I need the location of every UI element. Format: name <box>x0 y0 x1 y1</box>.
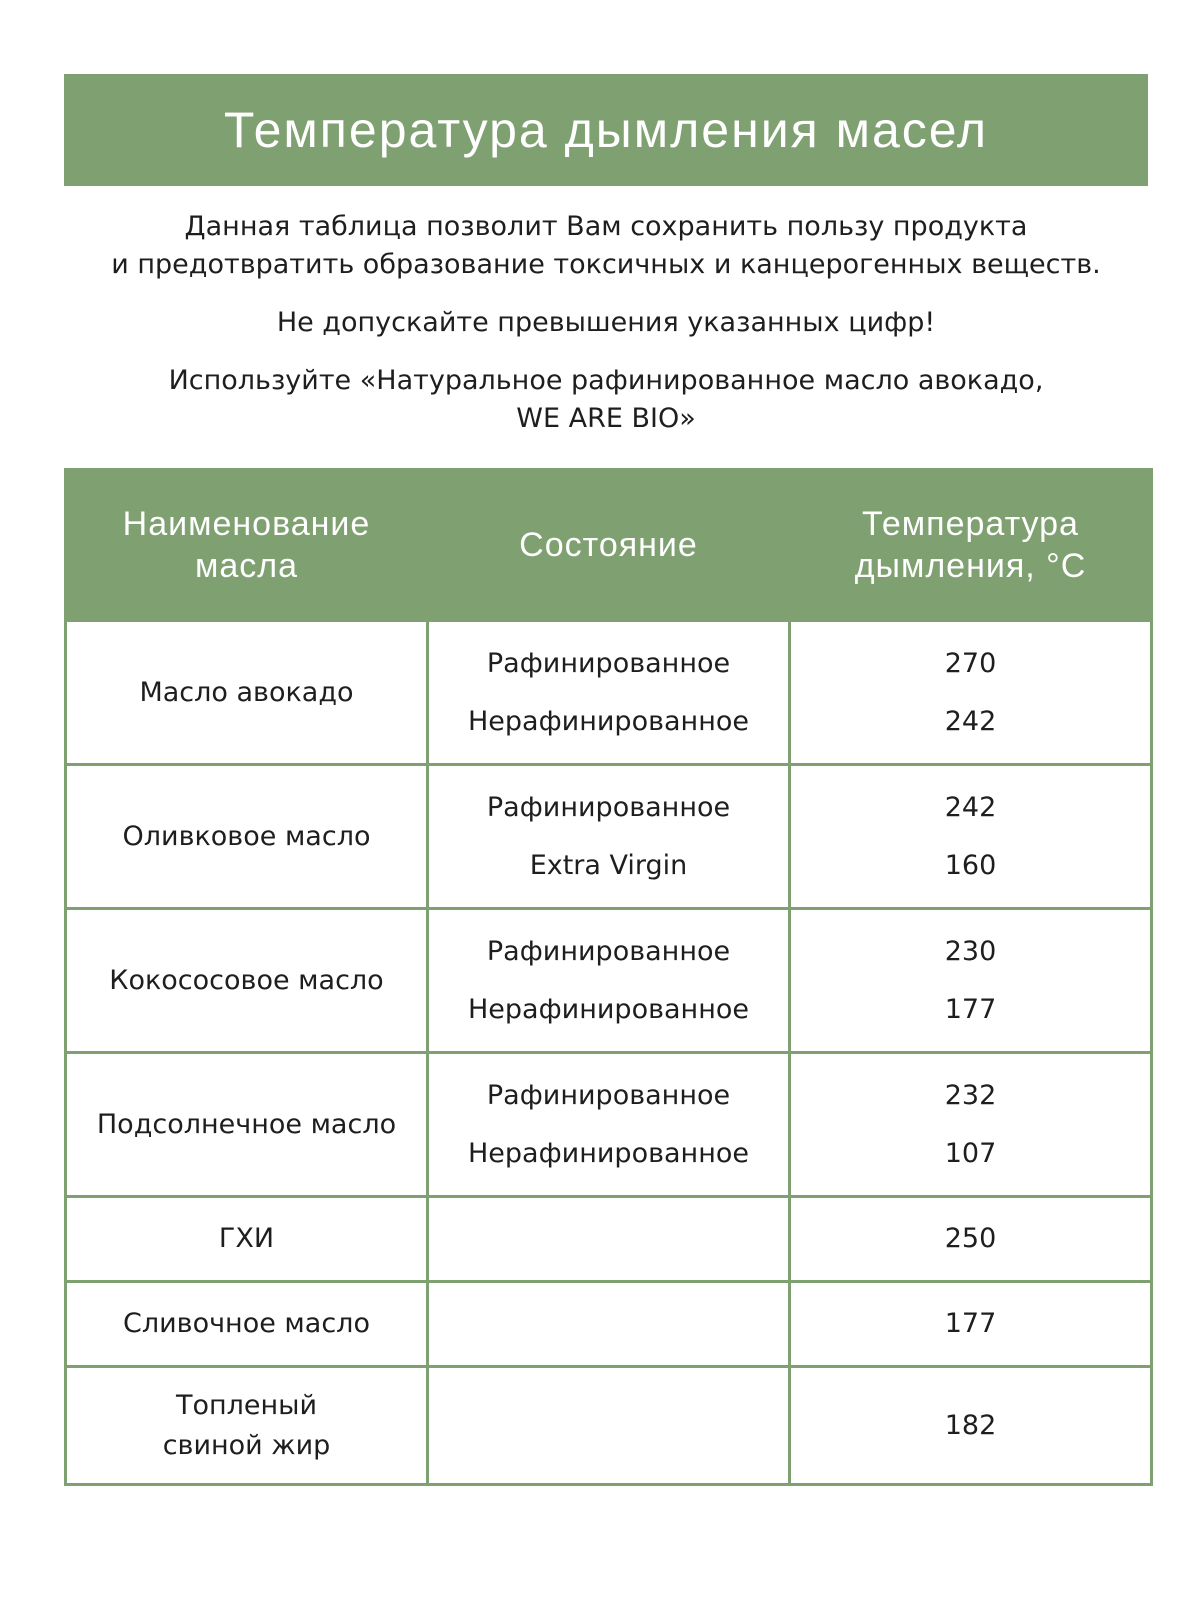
recommend-line: Используйте «Натуральное рафинированное масло авокадо, <box>168 365 1044 396</box>
temperature-cell <box>790 1282 1152 1367</box>
temperature-value: 182 <box>944 1409 997 1441</box>
temperature-cell <box>790 1367 1152 1485</box>
temperature-value: 177 <box>944 1308 997 1339</box>
intro-line: и предотвратить образование токсичных и канцерогенных веществ. <box>111 249 1101 280</box>
state-value: Нерафинированное <box>468 993 749 1025</box>
temperature-value: 242 <box>944 705 997 737</box>
header-oil-name <box>66 470 428 621</box>
header-line: Температура <box>862 505 1079 543</box>
temperature-cell <box>790 621 1152 765</box>
temperature-cell <box>790 1053 1152 1197</box>
temperature-value: 230 <box>944 935 997 967</box>
oil-name: свиной жир <box>162 1429 331 1461</box>
temperature-cell <box>790 909 1152 1053</box>
header-line: дымления, °С <box>854 547 1087 585</box>
temperature-cell <box>790 765 1152 909</box>
oil-name-cell <box>66 1367 428 1485</box>
state-value: Рафинированное <box>486 647 731 679</box>
table-row <box>66 909 1152 1053</box>
header-line: масла <box>194 547 299 585</box>
intro-line: Данная таблица позволит Вам сохранить пользу продукта <box>184 211 1028 242</box>
warning-paragraph <box>64 304 1148 342</box>
table-row <box>66 1197 1152 1282</box>
table-row <box>66 1053 1152 1197</box>
oil-name: Кокососовое масло <box>109 964 384 996</box>
state-value: Нерафинированное <box>468 1137 749 1169</box>
oil-name: Оливковое масло <box>122 820 371 852</box>
state-cell-empty <box>428 1282 790 1367</box>
temperature-value: 232 <box>944 1079 997 1111</box>
temperature-value: 107 <box>944 1137 997 1169</box>
temperature-value: 242 <box>944 791 997 823</box>
oil-name-cell <box>66 1197 428 1282</box>
intro-paragraph <box>64 208 1148 284</box>
header-smoke-temp <box>790 470 1152 621</box>
intro-text <box>64 208 1148 458</box>
header-line: Наименование <box>122 505 371 543</box>
state-cell <box>428 621 790 765</box>
oil-name-cell <box>66 765 428 909</box>
smoke-point-table <box>64 468 1153 1486</box>
oil-name: Масло авокадо <box>139 676 354 708</box>
recommend-paragraph <box>64 362 1148 438</box>
table-header-row <box>66 470 1152 621</box>
oil-name: Сливочное масло <box>123 1308 370 1339</box>
oil-name-cell <box>66 909 428 1053</box>
temperature-value: 270 <box>944 647 997 679</box>
state-value: Рафинированное <box>486 935 731 967</box>
temperature-cell <box>790 1197 1152 1282</box>
header-state <box>428 470 790 621</box>
oil-name-cell <box>66 1282 428 1367</box>
table-row <box>66 621 1152 765</box>
state-value: Рафинированное <box>486 791 731 823</box>
table-row <box>66 1367 1152 1485</box>
state-value: Extra Virgin <box>529 849 688 881</box>
header-line: Состояние <box>519 526 698 564</box>
temperature-value: 177 <box>944 993 997 1025</box>
state-cell-empty <box>428 1197 790 1282</box>
table-row <box>66 765 1152 909</box>
oil-name-cell <box>66 621 428 765</box>
state-cell <box>428 1053 790 1197</box>
state-value: Нерафинированное <box>468 705 749 737</box>
temperature-value: 250 <box>944 1223 997 1254</box>
warning-text: Не допускайте превышения указанных цифр! <box>276 307 936 338</box>
state-cell <box>428 765 790 909</box>
oil-name: Топленый <box>175 1389 318 1421</box>
oil-name: Подсолнечное масло <box>96 1108 397 1140</box>
state-cell <box>428 909 790 1053</box>
oil-name-cell <box>66 1053 428 1197</box>
state-value: Рафинированное <box>486 1079 731 1111</box>
recommend-line: WE ARE BIO» <box>516 403 696 434</box>
temperature-value: 160 <box>944 849 997 881</box>
page-title: Температура дымления масел <box>223 102 989 158</box>
table-row <box>66 1282 1152 1367</box>
state-cell-empty <box>428 1367 790 1485</box>
oil-name: ГХИ <box>218 1223 275 1254</box>
title-banner <box>64 74 1148 186</box>
